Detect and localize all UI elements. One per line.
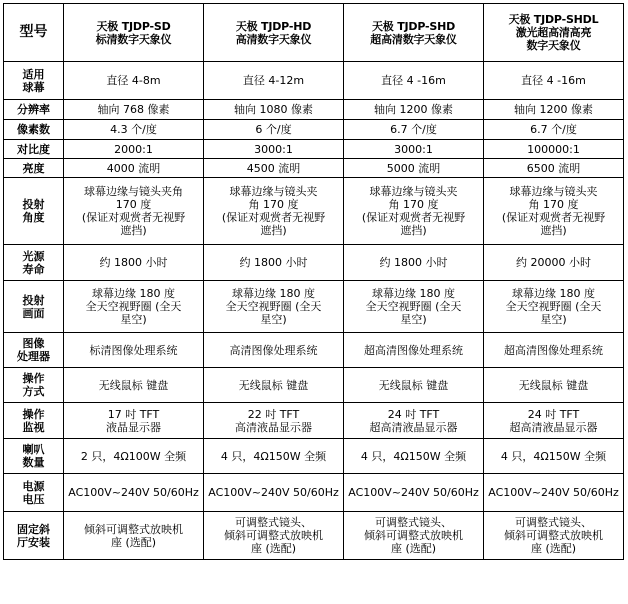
spec-row (4, 120, 624, 140)
model-header-line: 数字天象仪 (526, 39, 581, 52)
row-label-line: 电源 (22, 479, 45, 493)
model-header-line: 标清数字天象仪 (95, 32, 172, 46)
spec-row (4, 403, 624, 439)
model-header-sd (64, 4, 204, 62)
row-label (4, 245, 64, 281)
spec-cell: 4 只，4Ω150W 全频 (344, 439, 484, 474)
spec-cell: 高清图像处理系统 (204, 333, 344, 368)
spec-row (4, 178, 624, 245)
spec-cell: 4000 流明 (64, 159, 204, 178)
spec-table-container (3, 3, 624, 560)
spec-cell: 轴向 1080 像素 (204, 100, 344, 120)
row-label (4, 120, 64, 140)
row-label-line: 电压 (22, 492, 45, 506)
row-label-line: 厅安装 (17, 535, 50, 549)
spec-cell: 球幕边缘 180 度 全天空视野圈 (全天 星空) (344, 281, 484, 333)
spec-row (4, 159, 624, 178)
spec-cell: 直径 4-8m (64, 62, 204, 100)
row-label (4, 159, 64, 178)
spec-cell: 4 只，4Ω150W 全频 (204, 439, 344, 474)
row-label-line: 投射 (22, 198, 45, 211)
row-label-line: 方式 (22, 385, 45, 398)
header-row (4, 4, 624, 62)
spec-cell: AC100V~240V 50/60Hz (204, 474, 344, 512)
row-label (4, 474, 64, 512)
row-label-line: 画面 (22, 306, 45, 320)
spec-cell: 6.7 个/度 (344, 120, 484, 140)
row-label-line: 分辨率 (17, 103, 50, 116)
spec-row (4, 333, 624, 368)
row-label-line: 操作 (22, 372, 45, 385)
row-label-line: 适用 (22, 67, 45, 81)
row-label (4, 333, 64, 368)
row-label (4, 100, 64, 120)
spec-cell: 球幕边缘 180 度 全天空视野圈 (全天 星空) (204, 281, 344, 333)
spec-cell: 超高清图像处理系统 (344, 333, 484, 368)
spec-cell: 4.3 个/度 (64, 120, 204, 140)
spec-cell: 无线鼠标 键盘 (484, 368, 624, 403)
spec-cell: 直径 4-12m (204, 62, 344, 100)
spec-cell: 约 1800 小时 (64, 245, 204, 281)
row-label (4, 403, 64, 439)
spec-row (4, 100, 624, 120)
row-label-line: 寿命 (22, 262, 45, 276)
model-header-shdl (484, 4, 624, 62)
row-label (4, 512, 64, 560)
row-label-line: 光源 (22, 249, 45, 263)
spec-cell: 约 1800 小时 (204, 245, 344, 281)
spec-cell: 轴向 1200 像素 (344, 100, 484, 120)
spec-cell: 可调整式镜头、 倾斜可调整式放映机 座 (选配) (344, 512, 484, 560)
spec-row (4, 439, 624, 474)
spec-cell: 2 只，4Ω100W 全频 (64, 439, 204, 474)
spec-cell: 倾斜可调整式放映机 座 (选配) (64, 512, 204, 560)
row-label (4, 140, 64, 159)
spec-cell: 无线鼠标 键盘 (344, 368, 484, 403)
spec-cell: 5000 流明 (344, 159, 484, 178)
spec-cell: AC100V~240V 50/60Hz (64, 474, 204, 512)
model-header-line: 天极 TJDP-HD (235, 19, 312, 33)
model-header-line: 天极 TJDP-SHDL (508, 13, 599, 26)
spec-cell: 约 20000 小时 (484, 245, 624, 281)
spec-cell: 球幕边缘与镜头夹角 170 度 (保证对观赏者无视野 遮挡) (64, 178, 204, 245)
spec-cell: 6 个/度 (204, 120, 344, 140)
spec-cell: 6.7 个/度 (484, 120, 624, 140)
spec-cell: 超高清图像处理系统 (484, 333, 624, 368)
corner-label: 型号 (4, 4, 64, 62)
spec-cell: 4 只，4Ω150W 全频 (484, 439, 624, 474)
model-header-line: 天极 TJDP-SD (96, 19, 171, 33)
row-label-line: 对比度 (17, 142, 50, 156)
spec-cell: 直径 4 -16m (344, 62, 484, 100)
spec-cell: 轴向 768 像素 (64, 100, 204, 120)
spec-cell: AC100V~240V 50/60Hz (344, 474, 484, 512)
spec-cell: AC100V~240V 50/60Hz (484, 474, 624, 512)
spec-row (4, 140, 624, 159)
model-header-line: 天极 TJDP-SHD (371, 19, 456, 33)
row-label-line: 处理器 (17, 350, 50, 363)
spec-cell: 可调整式镜头、 倾斜可调整式放映机 座 (选配) (204, 512, 344, 560)
row-label-line: 喇叭 (22, 443, 45, 456)
spec-cell: 球幕边缘与镜头夹 角 170 度 (保证对观赏者无视野 遮挡) (344, 178, 484, 245)
row-label-line: 固定斜 (17, 522, 50, 536)
model-header-line: 高清数字天象仪 (235, 32, 312, 46)
spec-cell: 球幕边缘与镜头夹 角 170 度 (保证对观赏者无视野 遮挡) (204, 178, 344, 245)
spec-row (4, 281, 624, 333)
spec-cell: 3000:1 (204, 140, 344, 159)
model-header-line: 激光超高清高亮 (515, 26, 592, 39)
spec-cell: 标清图像处理系统 (64, 333, 204, 368)
spec-cell: 4500 流明 (204, 159, 344, 178)
spec-row (4, 512, 624, 560)
spec-cell: 约 1800 小时 (344, 245, 484, 281)
spec-row (4, 474, 624, 512)
row-label-line: 图像 (22, 337, 45, 350)
spec-cell: 轴向 1200 像素 (484, 100, 624, 120)
spec-cell: 24 吋 TFT 超高清液晶显示器 (344, 403, 484, 439)
row-label (4, 178, 64, 245)
row-label-line: 亮度 (22, 161, 45, 175)
planetarium-spec-table (3, 3, 624, 560)
spec-cell: 球幕边缘 180 度 全天空视野圈 (全天 星空) (64, 281, 204, 333)
spec-cell: 6500 流明 (484, 159, 624, 178)
spec-cell: 24 吋 TFT 超高清液晶显示器 (484, 403, 624, 439)
row-label-line: 角度 (22, 211, 45, 224)
row-label-line: 投射 (22, 293, 45, 307)
row-label (4, 439, 64, 474)
spec-cell: 2000:1 (64, 140, 204, 159)
spec-row (4, 245, 624, 281)
row-label-line: 球幕 (22, 80, 45, 94)
row-label-line: 监视 (22, 420, 45, 434)
spec-cell: 3000:1 (344, 140, 484, 159)
spec-row (4, 368, 624, 403)
spec-cell: 球幕边缘 180 度 全天空视野圈 (全天 星空) (484, 281, 624, 333)
model-header-shd (344, 4, 484, 62)
spec-cell: 22 吋 TFT 高清液晶显示器 (204, 403, 344, 439)
spec-cell: 球幕边缘与镜头夹 角 170 度 (保证对观赏者无视野 遮挡) (484, 178, 624, 245)
row-label-line: 操作 (22, 407, 45, 421)
spec-cell: 100000:1 (484, 140, 624, 159)
spec-cell: 无线鼠标 键盘 (204, 368, 344, 403)
spec-cell: 直径 4 -16m (484, 62, 624, 100)
model-header-line: 超高清数字天象仪 (370, 32, 457, 46)
row-label (4, 281, 64, 333)
row-label (4, 368, 64, 403)
spec-cell: 可调整式镜头、 倾斜可调整式放映机 座 (选配) (484, 512, 624, 560)
row-label (4, 62, 64, 100)
spec-cell: 无线鼠标 键盘 (64, 368, 204, 403)
spec-cell: 17 吋 TFT 液晶显示器 (64, 403, 204, 439)
row-label-line: 像素数 (17, 123, 50, 136)
row-label-line: 数量 (22, 456, 45, 469)
model-header-hd (204, 4, 344, 62)
spec-row (4, 62, 624, 100)
